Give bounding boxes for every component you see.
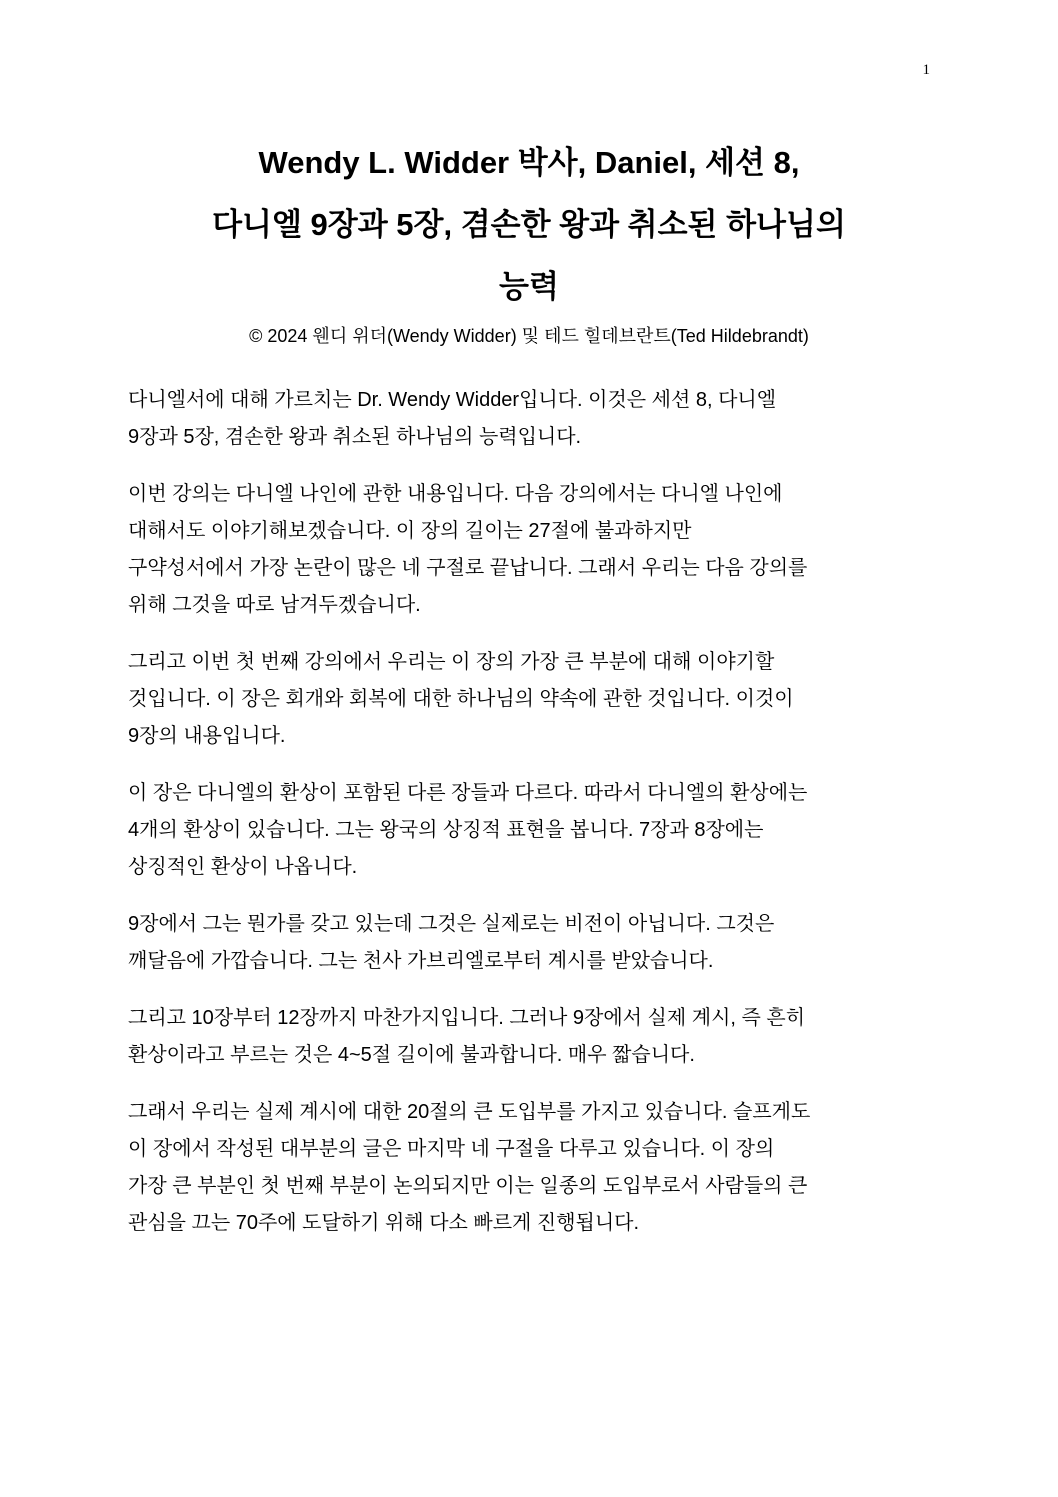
page-number: 1 — [922, 62, 930, 78]
paragraph — [128, 1000, 933, 1074]
text-line: 위해 그것을 따로 남겨두겠습니다. — [128, 594, 421, 616]
document-title — [110, 132, 948, 318]
paragraph — [128, 906, 933, 980]
paragraph — [128, 775, 933, 886]
text-line: 다니엘서에 대해 가르치는 Dr. Wendy Widder입니다. 이것은 세션 8, 다니엘 — [128, 389, 777, 411]
title-line: 능력 — [499, 269, 559, 304]
text-line: 관심을 끄는 70주에 도달하기 위해 다소 빠르게 진행됩니다. — [128, 1212, 640, 1234]
text-line: 이 장은 다니엘의 환상이 포함된 다른 장들과 다르다. 따라서 다니엘의 환상에는 — [128, 782, 808, 804]
text-line: 것입니다. 이 장은 회개와 회복에 대한 하나님의 약속에 관한 것입니다. 이것이 — [128, 688, 794, 710]
text-line: 그래서 우리는 실제 계시에 대한 20절의 큰 도입부를 가지고 있습니다. 슬프게도 — [128, 1101, 811, 1123]
text-line: 구약성서에서 가장 논란이 많은 네 구절로 끝납니다. 그래서 우리는 다음 강의를 — [128, 557, 808, 579]
text-line: 9장의 내용입니다. — [128, 725, 286, 747]
text-line: 4개의 환상이 있습니다. 그는 왕국의 상징적 표현을 봅니다. 7장과 8장에는 — [128, 819, 764, 841]
text-line: 환상이라고 부르는 것은 4~5절 길이에 불과합니다. 매우 짧습니다. — [128, 1044, 695, 1066]
text-line: 이번 강의는 다니엘 나인에 관한 내용입니다. 다음 강의에서는 다니엘 나인에 — [128, 483, 783, 505]
text-line: 대해서도 이야기해보겠습니다. 이 장의 길이는 27절에 불과하지만 — [128, 520, 692, 542]
paragraph — [128, 476, 933, 624]
paragraph — [128, 644, 933, 755]
copyright-notice: © 2024 웬디 위더(Wendy Widder) 및 테드 힐데브란트(Ted Hildebrandt) — [249, 326, 809, 346]
text-line: 가장 큰 부분인 첫 번째 부분이 논의되지만 이는 일종의 도입부로서 사람들의 큰 — [128, 1175, 808, 1197]
text-line: 이 장에서 작성된 대부분의 글은 마지막 네 구절을 다루고 있습니다. 이 장의 — [128, 1138, 775, 1160]
text-line: 그리고 10장부터 12장까지 마찬가지입니다. 그러나 9장에서 실제 계시, 즉 흔히 — [128, 1007, 806, 1029]
title-line: 다니엘 9장과 5장, 겸손한 왕과 취소된 하나님의 — [212, 207, 846, 242]
text-line: 9장과 5장, 겸손한 왕과 취소된 하나님의 능력입니다. — [128, 426, 582, 448]
text-line: 9장에서 그는 뭔가를 갖고 있는데 그것은 실제로는 비전이 아닙니다. 그것은 — [128, 913, 775, 935]
body-text — [128, 382, 933, 1262]
paragraph — [128, 1094, 933, 1242]
text-line: 그리고 이번 첫 번째 강의에서 우리는 이 장의 가장 큰 부분에 대해 이야기할 — [128, 651, 775, 673]
paragraph — [128, 382, 933, 456]
text-line: 상징적인 환상이 나옵니다. — [128, 856, 358, 878]
text-line: 깨달음에 가깝습니다. 그는 천사 가브리엘로부터 계시를 받았습니다. — [128, 950, 714, 972]
title-line: Wendy L. Widder 박사, Daniel, 세션 8, — [258, 145, 800, 180]
